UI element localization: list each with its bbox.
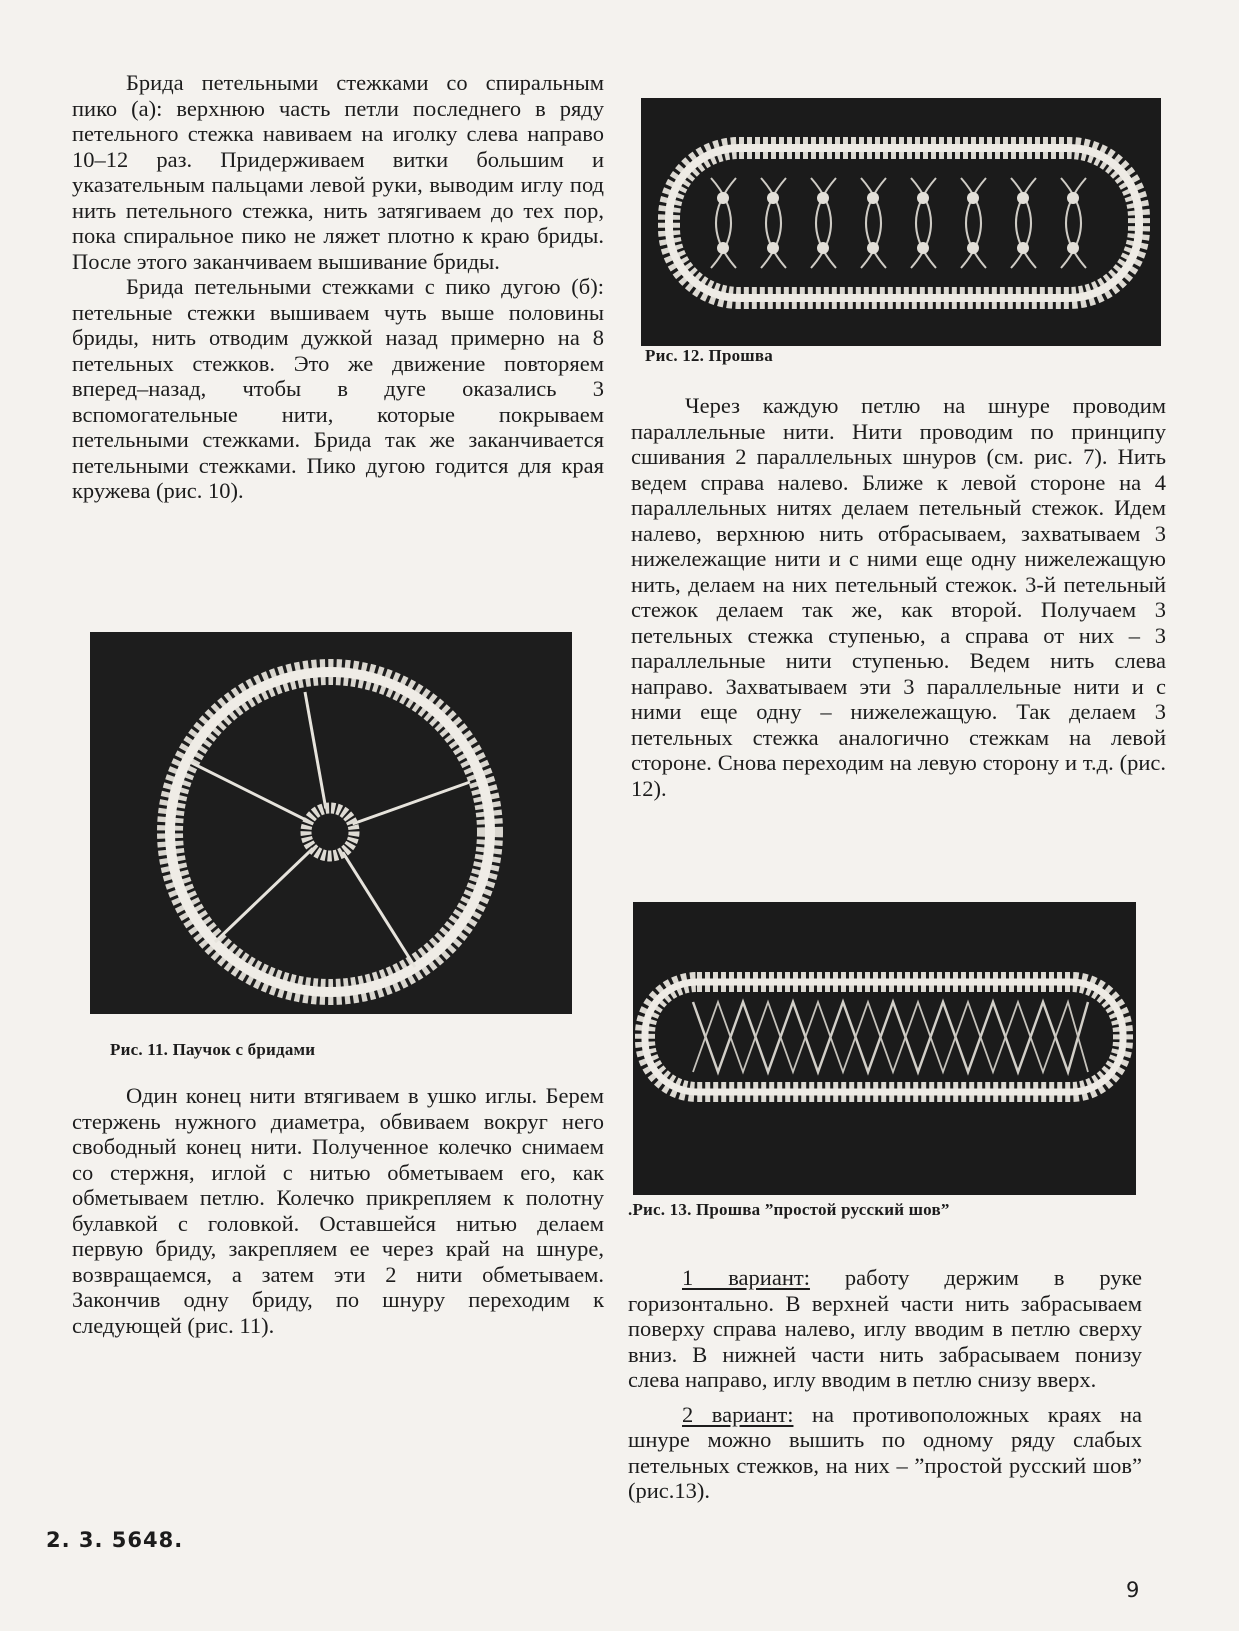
variant-1-label: 1 вариант:	[682, 1265, 810, 1290]
paragraph-variant-1	[628, 1265, 1142, 1393]
spider-wheel-lace-image	[90, 632, 572, 1014]
page-number: 9	[1126, 1578, 1140, 1602]
figure-11-caption: Рис. 11. Паучок с бридами	[110, 1040, 316, 1059]
paragraph-spiral-picot: Брида петельными стежками со спиральным пико (а): верхнюю часть петли последнего в ряду петельного стежка навиваем на иголку слева направо 10–12 раз. Придерживаем витки большим и указательным пальцами левой руки, выводим иглу под нить петельного стежка, нить затягиваем до тех пор, пока спиральное пико не ляжет плотно к краю бриды. После этого заканчиваем вышивание бриды.	[72, 70, 604, 274]
figure-11-photo	[90, 632, 572, 1014]
paragraph-arc-picot: Брида петельными стежками с пико дугою (б): петельные стежки вышиваем чуть выше половины бриды, нить отводим дужкой назад примерно на 8 петельных стежков. Это же движение повторяем вперед–назад, чтобы в дуге оказались 3 вспомогательные нити, которые покрываем петельными стежками. Брида так же заканчивается петельными стежками. Пико дугою годится для края кружева (рис. 10).	[72, 274, 604, 503]
paragraph-parallel-threads: Через каждую петлю на шнуре проводим параллельные нити. Нити проводим по принципу сшивания 2 параллельных шнуров (см. рис. 7). Нить ведем справа налево. Ближе к левой стороне на 4 параллельных нитях делаем петельный стежок. Идем налево, верхнюю нить отбрасываем, захватываем 3 нижележащие нити и с ними еще одну нижележащую нить, делаем на них петельный стежок. 3-й петельный стежок делаем так же, как второй. Получаем 3 петельных стежка ступенью, а справа от них – 3 параллельные нити ступенью. Ведем нить слева направо. Захватываем эти 3 параллельные нити и с ними еще одну – нижележащую. Так делаем 3 петельных стежка аналогично стежкам на левой стороне. Снова переходим на левую сторону и т.д. (рис. 12).	[631, 393, 1166, 801]
figure-12-photo	[641, 98, 1161, 346]
figure-12-caption: Рис. 12. Прошва	[645, 346, 773, 365]
right-text-bottom	[628, 1265, 1142, 1504]
print-order-code: 2. 3. 5648.	[46, 1528, 184, 1552]
paragraph-ring-making: Один конец нити втягиваем в ушко иглы. Берем стержень нужного диаметра, обвиваем вокруг него свободный конец нити. Полученное колечко снимаем со стержня, иглой с нитью обметываем его, как обметываем петлю. Колечко прикрепляем к полотну булавкой с головкой. Оставшейся нитью делаем первую бриду, закрепляем ее через край на шнуре, возвращаемся, а затем эти 2 нити обметываем. Закончив одну бриду, по шнуру переходим к следующей (рис. 11).	[72, 1083, 604, 1338]
figure-13-caption: .Рис. 13. Прошва ”простой русский шов”	[628, 1200, 950, 1219]
variant-2-text: на противоположных краях на шнуре можно вышить по одному ряду слабых петельных стежков, на них – ”простой русский шов” (рис.13).	[628, 1401, 1142, 1503]
variant-1-text: работу держим в руке горизонтально. В верхней части нить забрасываем поверху справа налево, иглу вводим в петлю сверху вниз. В нижней части нить забрасываем понизу слева направо, иглу вводим в петлю снизу вверх.	[628, 1265, 1142, 1392]
left-text-top	[72, 70, 604, 504]
variant-2-label: 2 вариант:	[682, 1401, 794, 1427]
insertion-lace-image	[641, 98, 1161, 346]
left-text-bottom	[72, 1083, 604, 1338]
russian-stitch-insertion-image	[633, 902, 1136, 1195]
right-text-top	[631, 393, 1166, 801]
paragraph-variant-2	[628, 1402, 1142, 1504]
figure-13-photo	[633, 902, 1136, 1195]
